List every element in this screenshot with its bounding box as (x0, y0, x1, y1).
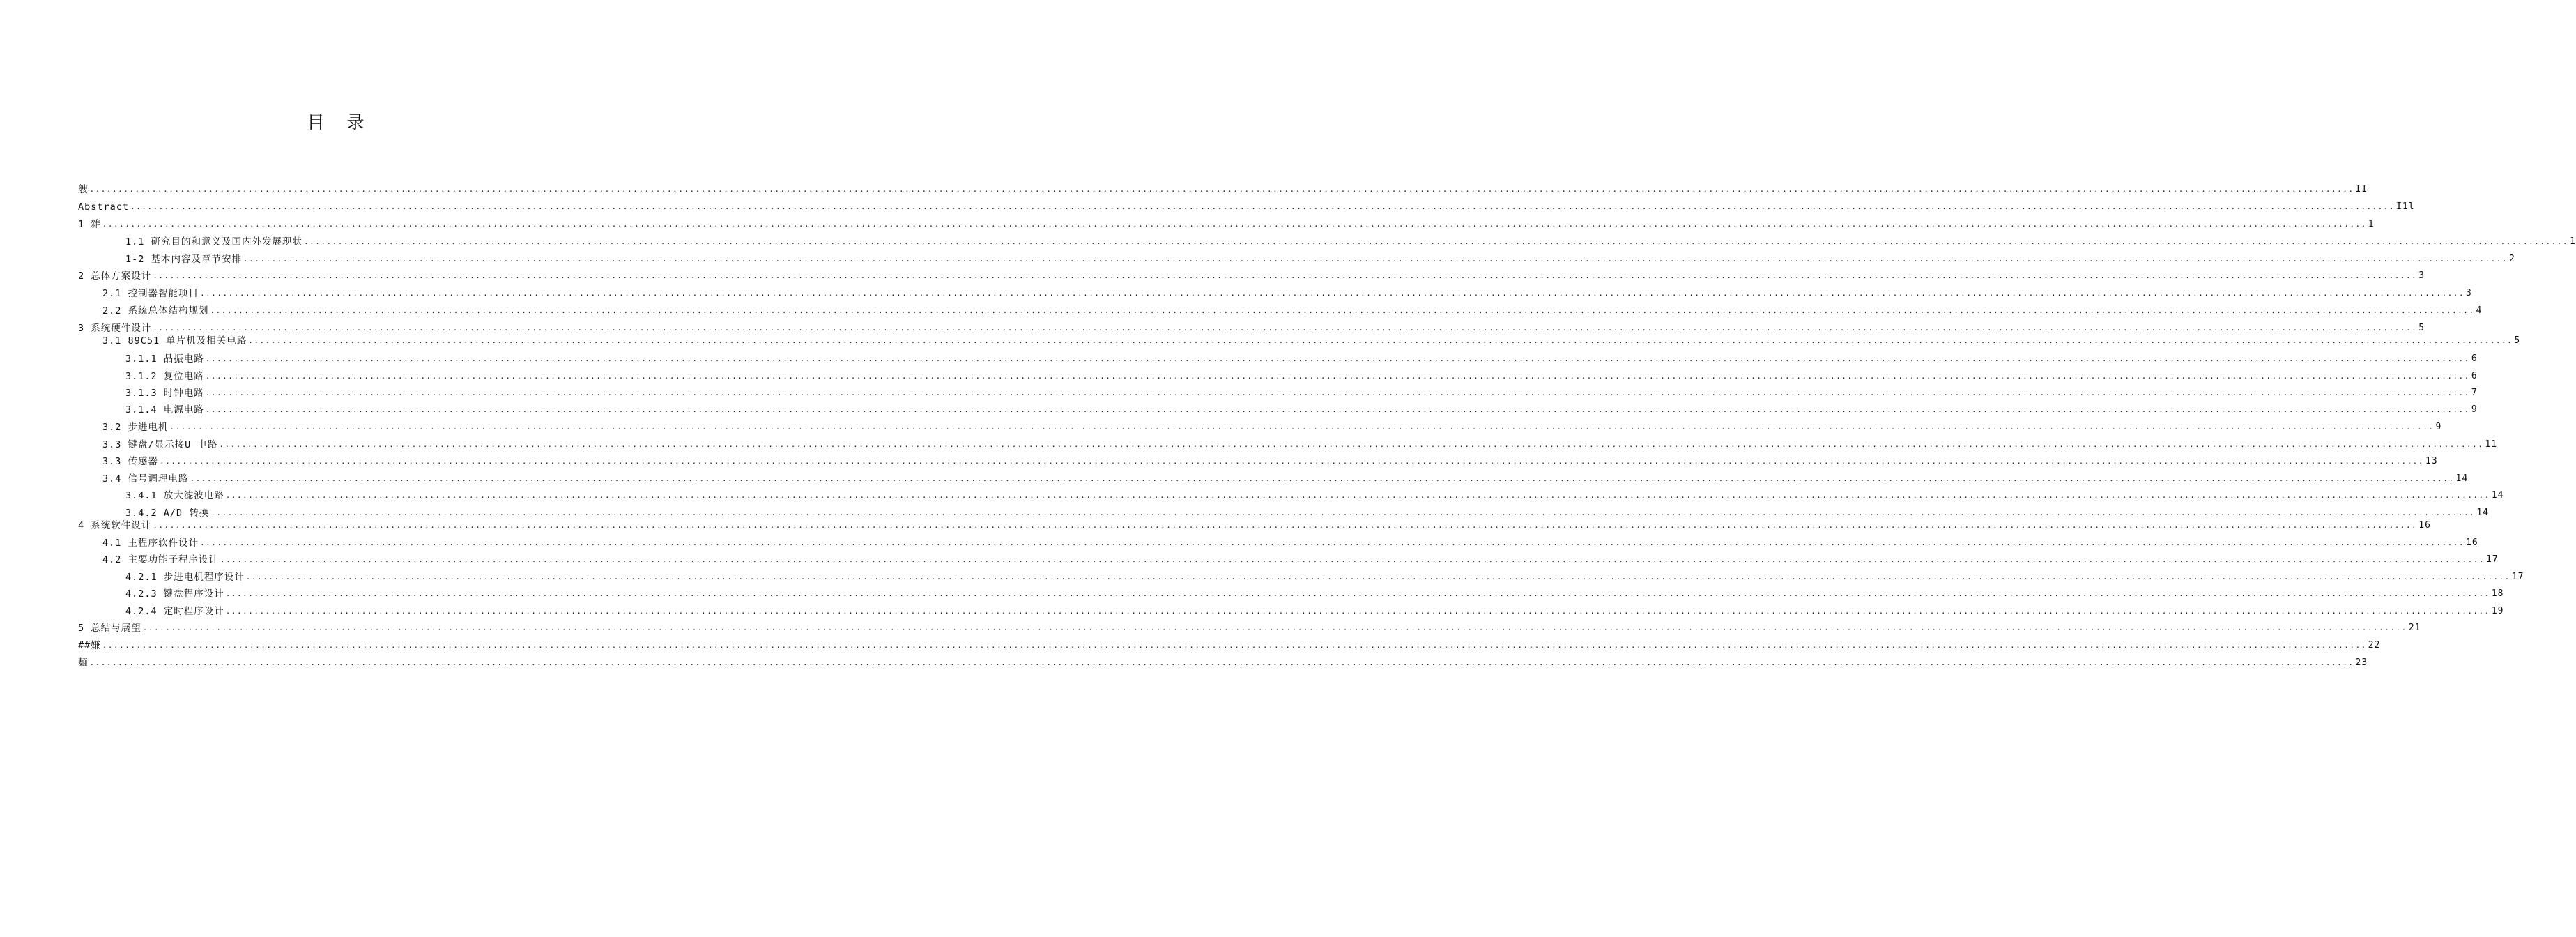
toc-entry[interactable] (102, 472, 2469, 486)
toc-entry-page-number: 14 (2491, 490, 2504, 501)
toc-leader-dots: ................................................................................................................................................................................................................................................................................................................................................................................................................ (219, 440, 2484, 449)
toc-entry-label: 2.1 控制器智能项目 (102, 288, 199, 299)
toc-leader-dots: ................................................................................................................................................................................................................................................................................................................................................................................................................ (205, 388, 2470, 397)
toc-entry-page-number: 2 (2509, 254, 2515, 264)
toc-entry-label: 3.1 89C51 单片机及相关电路 (102, 335, 247, 346)
toc-entry[interactable] (125, 386, 2478, 400)
toc-entry[interactable] (78, 656, 2368, 670)
toc-entry[interactable] (78, 639, 2381, 653)
toc-entry[interactable] (102, 438, 2498, 452)
toc-leader-dots: ................................................................................................................................................................................................................................................................................................................................................................................................................ (153, 323, 2418, 333)
toc-entry-page-number: 22 (2368, 640, 2381, 650)
toc-entry[interactable] (102, 455, 2438, 468)
toc-entry-page-number: 9 (2435, 422, 2442, 432)
toc-entry-label: 3.4 信号调理电路 (102, 473, 189, 485)
toc-entry-page-number: 16 (2466, 538, 2478, 548)
toc-entry[interactable] (125, 604, 2504, 618)
toc-entry[interactable] (125, 235, 2576, 249)
toc-entry-page-number: 7 (2471, 388, 2478, 398)
toc-entry-label: 4 系统软件设计 (78, 520, 152, 531)
toc-leader-dots: ................................................................................................................................................................................................................................................................................................................................................................................................................ (225, 607, 2490, 616)
toc-entry-label: 1-2 基木内容及章节安排 (125, 254, 243, 265)
toc-entry[interactable] (125, 587, 2504, 601)
toc-entry-page-number: 21 (2408, 623, 2421, 633)
toc-entry-page-number: 9 (2471, 404, 2478, 415)
toc-entry-label: 3.1.1 晶振电路 (125, 353, 204, 365)
toc-entry[interactable] (78, 519, 2431, 533)
toc-entry[interactable] (78, 183, 2368, 197)
toc-leader-dots: ................................................................................................................................................................................................................................................................................................................................................................................................................ (304, 237, 2569, 246)
toc-entry-label: 3.4.1 放大滤波电路 (125, 490, 224, 501)
toc-leader-dots: ................................................................................................................................................................................................................................................................................................................................................................................................................ (205, 405, 2470, 414)
toc-entry-label: 3.4.2 A/D 转换 (125, 508, 210, 519)
toc-entry[interactable] (78, 321, 2425, 335)
toc-entry-page-number: 13 (2425, 456, 2438, 466)
toc-leader-dots: ................................................................................................................................................................................................................................................................................................................................................................................................................ (102, 641, 2367, 650)
toc-leader-dots: ................................................................................................................................................................................................................................................................................................................................................................................................................ (190, 474, 2455, 483)
toc-entry[interactable] (102, 287, 2472, 300)
toc-entry-label: 5 总结与展望 (78, 623, 141, 634)
toc-entry[interactable] (125, 489, 2504, 503)
toc-entry-page-number: 3 (2466, 288, 2472, 298)
toc-entry-page-number: I1l (2396, 201, 2415, 212)
toc-entry-page-number: 3 (2418, 271, 2425, 281)
toc-leader-dots: ................................................................................................................................................................................................................................................................................................................................................................................................................ (210, 508, 2476, 517)
toc-entry-page-number: 14 (2476, 508, 2489, 518)
toc-leader-dots: ................................................................................................................................................................................................................................................................................................................................................................................................................ (200, 289, 2465, 298)
toc-leader-dots: ................................................................................................................................................................................................................................................................................................................................................................................................................ (220, 555, 2485, 564)
toc-entry-label: 3.1.2 复位电路 (125, 371, 204, 382)
toc-entry-page-number: 4 (2476, 305, 2483, 316)
toc-entry-label: ##嫌 (78, 640, 101, 651)
toc-entry[interactable] (78, 269, 2425, 283)
toc-entry[interactable] (78, 200, 2415, 214)
toc-leader-dots: ................................................................................................................................................................................................................................................................................................................................................................................................................ (153, 521, 2418, 530)
toc-entry[interactable] (78, 218, 2375, 231)
toc-leader-dots: ................................................................................................................................................................................................................................................................................................................................................................................................................ (142, 623, 2407, 632)
toc-entry-label: Abstract (78, 201, 130, 213)
toc-entry-label: 3.3 键盘/显示接U 电路 (102, 439, 218, 450)
toc-entry-page-number: 6 (2471, 371, 2478, 381)
toc-entry-page-number: 17 (2511, 572, 2524, 582)
toc-entry[interactable] (102, 553, 2499, 567)
toc-entry-page-number: 23 (2355, 657, 2368, 668)
toc-leader-dots: ................................................................................................................................................................................................................................................................................................................................................................................................................ (225, 589, 2490, 598)
toc-leader-dots: ................................................................................................................................................................................................................................................................................................................................................................................................................ (245, 572, 2510, 581)
toc-leader-dots: ................................................................................................................................................................................................................................................................................................................................................................................................................ (160, 457, 2425, 466)
toc-entry[interactable] (102, 420, 2442, 434)
toc-entry-label: 2 总体方案设计 (78, 271, 152, 282)
toc-entry-label: 3.3 传感器 (102, 456, 159, 467)
toc-entry-label: 4.1 主程序软件设计 (102, 538, 199, 549)
toc-entry-label: 4.2.4 定时程序设计 (125, 606, 224, 617)
toc-entry[interactable] (125, 506, 2489, 520)
toc-entry-page-number: 1 (2368, 219, 2375, 229)
toc-entry-label: 4.2.3 键盘程序设计 (125, 588, 224, 600)
toc-entry-page-number: 14 (2455, 473, 2469, 484)
toc-leader-dots: ................................................................................................................................................................................................................................................................................................................................................................................................................ (89, 185, 2354, 194)
toc-entry-page-number: 18 (2491, 588, 2504, 599)
toc-leader-dots: ................................................................................................................................................................................................................................................................................................................................................................................................................ (130, 202, 2395, 211)
toc-entry[interactable] (125, 570, 2524, 584)
toc-entry[interactable] (125, 352, 2478, 366)
toc-entry-label: 4.2 主要功能子程序设计 (102, 554, 220, 565)
toc-leader-dots: ................................................................................................................................................................................................................................................................................................................................................................................................................ (169, 422, 2435, 432)
toc-leader-dots: ................................................................................................................................................................................................................................................................................................................................................................................................................ (225, 491, 2490, 500)
toc-leader-dots: ................................................................................................................................................................................................................................................................................................................................................................................................................ (205, 354, 2470, 363)
toc-entry-page-number: 5 (2418, 323, 2425, 333)
toc-leader-dots: ................................................................................................................................................................................................................................................................................................................................................................................................................ (210, 306, 2475, 315)
toc-leader-dots: ................................................................................................................................................................................................................................................................................................................................................................................................................ (248, 336, 2513, 345)
toc-leader-dots: ................................................................................................................................................................................................................................................................................................................................................................................................................ (200, 538, 2465, 547)
toc-entry[interactable] (102, 304, 2483, 318)
toc-entry-label: 3.2 步进电机 (102, 422, 169, 433)
toc-entry-label: 麵 (78, 657, 89, 669)
toc-leader-dots: ................................................................................................................................................................................................................................................................................................................................................................................................................ (205, 372, 2470, 381)
toc-entry-page-number: 17 (2486, 554, 2499, 565)
toc-entry-label: 3.1.3 时钟电路 (125, 388, 204, 399)
toc-entry-label: 3 系统硬件设计 (78, 323, 152, 334)
toc-entry-page-number: II (2355, 184, 2368, 195)
toc-entry-page-number: 16 (2418, 520, 2431, 531)
toc-entry-page-number: 1 (2570, 236, 2576, 247)
toc-entry-label: 2.2 系统总体结构规划 (102, 305, 209, 317)
toc-entry-page-number: 6 (2471, 353, 2478, 364)
toc-entry[interactable] (125, 252, 2515, 266)
toc-entry-label: 1.1 研究目的和意义及国内外发展现状 (125, 236, 303, 247)
toc-leader-dots: ................................................................................................................................................................................................................................................................................................................................................................................................................ (89, 658, 2354, 667)
page-title: 目 录 (307, 112, 373, 132)
toc-leader-dots: ................................................................................................................................................................................................................................................................................................................................................................................................................ (243, 254, 2508, 264)
toc-entry-label: 3.1.4 电源电路 (125, 404, 204, 416)
toc-leader-dots: ................................................................................................................................................................................................................................................................................................................................................................................................................ (153, 271, 2418, 280)
toc-entry-label: 艘 (78, 184, 89, 195)
toc-entry[interactable] (125, 403, 2478, 417)
toc-leader-dots: ................................................................................................................................................................................................................................................................................................................................................................................................................ (102, 220, 2367, 229)
toc-entry[interactable] (125, 370, 2478, 383)
toc-entry-page-number: 11 (2485, 439, 2498, 450)
toc-entry[interactable] (78, 621, 2421, 635)
toc-entry-label: 1 雜 (78, 219, 101, 230)
toc-entry[interactable] (102, 334, 2521, 348)
toc-entry-page-number: 5 (2514, 335, 2521, 346)
toc-entry-page-number: 19 (2491, 606, 2504, 616)
toc-entry[interactable] (102, 536, 2478, 550)
toc-entry-label: 4.2.1 步进电机程序设计 (125, 572, 245, 583)
